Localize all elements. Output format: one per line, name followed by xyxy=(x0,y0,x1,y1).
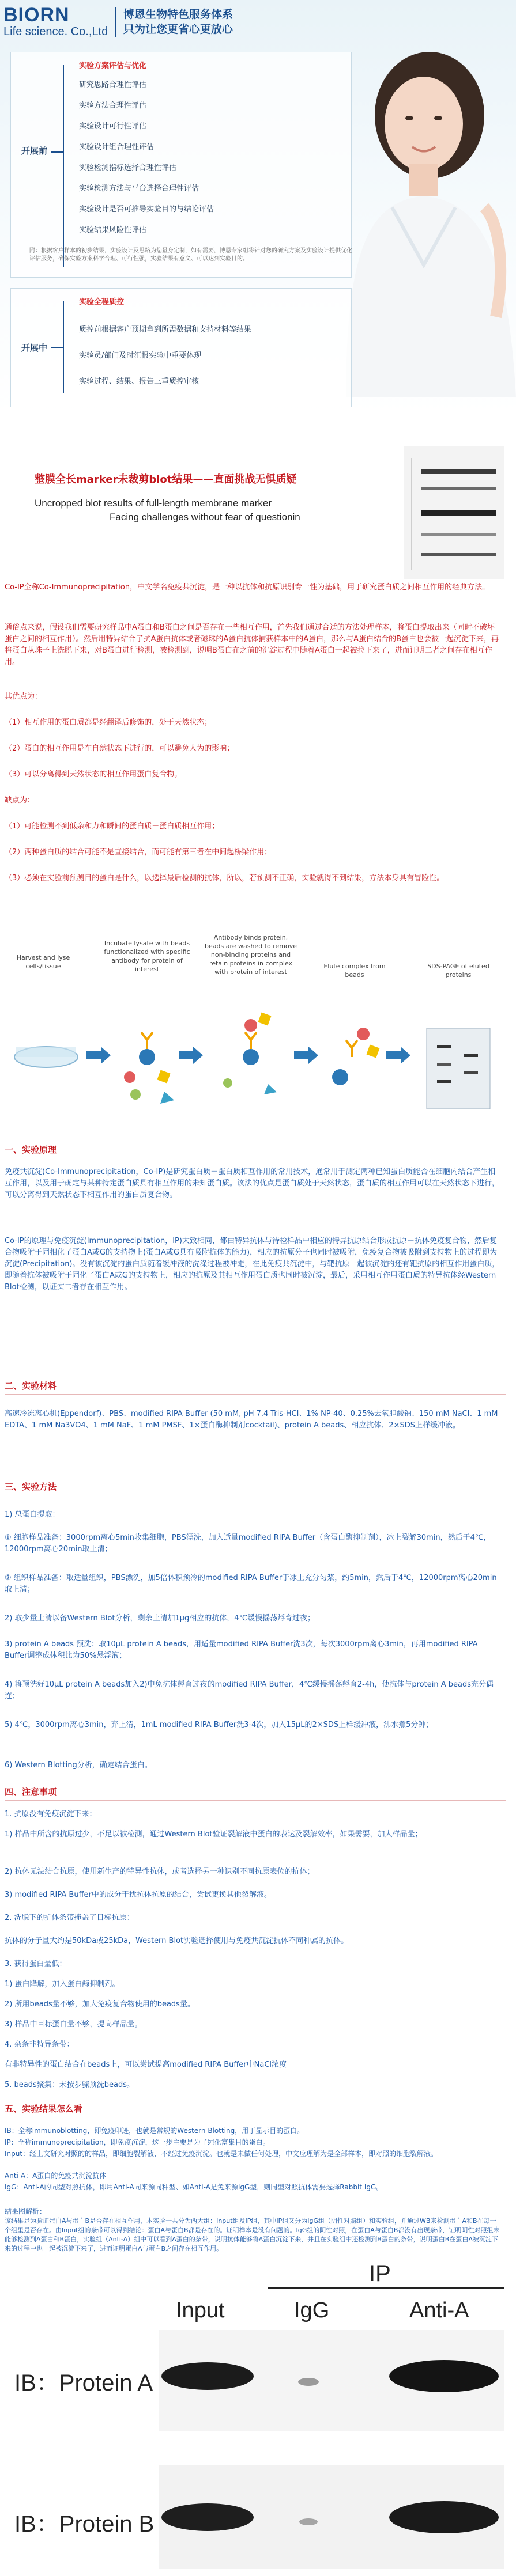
band-igg-b xyxy=(299,2518,318,2525)
before-item: 实验方法合理性评估 xyxy=(79,101,147,110)
service-banner xyxy=(0,0,516,415)
results-analysis: 该结果是为验证蛋白A与蛋白B是否存在相互作用，本实验一共分为两大组：Input组及IP组，其中IP组又分为IgG组（阴性对照组）和实验组，并通过WB来检测蛋白A和B在每一个组里是否存在。由Input组的条带可以得到结论：蛋白A与蛋白B都是存在的。证明样本是没有问题的。IgG组的阴性对照，在蛋白A与蛋白B都没有出现条带，证明阴性对照组未能够检测到A蛋白和B蛋白，实验组（Anti-A）组中可以看到A蛋白的条带，说明抗体能够将A蛋白沉淀下来，并且在实验组中还检测到B蛋白的条带，说明蛋白B在蛋白A被沉淀下来的过程中也一起被沉淀下来了，进而证明蛋白A与蛋白B之间存在相互作用。 xyxy=(5,2217,500,2252)
wb-anti-a-label: Anti-A xyxy=(409,2298,469,2323)
step-2: 2) 取少量上清以备Western Blot分析，剩余上清加1μg相应的抗体，4℃缓慢摇荡孵育过夜； xyxy=(5,1614,315,1623)
results-input: Input：经上文研究对照的的样品，即细胞裂解液，不经过免疫沉淀。也就是未做任何处理，中文应理解为是全部样本，即对照的细胞裂解液。 xyxy=(5,2150,438,2158)
step-4: 4) 将预洗好10μL protein A beads加入2)中免抗体孵育过夜的modified RIPA Buffer，4℃缓慢摇荡孵育2-4h，使抗体与protein A beads充分偶连； xyxy=(5,1680,494,1700)
merit-3: （3）可以分离得到天然状态的相互作用蛋白复合物。 xyxy=(5,770,182,779)
note-4a: 有非特异性的蛋白结合在beads上，可以尝试提高modified RIPA Buffer中NaCl浓度 xyxy=(5,2060,287,2069)
intro-paragraph-1: Co-IP全称Co-Immunoprecipitation，中文学名免疫共沉淀，是一种以抗体和抗原识别专一性为基础，用于研究蛋白质之间相互作用的经典方法。 xyxy=(5,583,490,592)
slogan xyxy=(123,7,233,37)
results-title: 五、实验结果怎么看 xyxy=(5,2104,83,2114)
note-1b: 2) 抗体无法结合抗原，使用新生产的特异性抗体，或者选择另一种识别不同抗原表位的抗体； xyxy=(5,1867,315,1876)
before-phase-panel xyxy=(10,52,352,278)
logo-subtitle: Life science. Co.,Ltd xyxy=(3,25,108,38)
step-5: 5) 4℃，3000rpm离心3min，弃上清，1mL modified RIPA Buffer洗3-4次，加入15μL的2×SDS上样缓冲液，沸水煮5分钟； xyxy=(5,1721,434,1729)
hero-title: 整膜全长marker未裁剪blot结果——直面挑战无惧质疑 xyxy=(35,473,297,486)
intro-paragraph-2: 通俗点来说，假设我们需要研究样品中A蛋白和B蛋白之间是否存在一些相互作用，首先我们通过合适的方法处理样本，将蛋白提取出来（同时不破坏蛋白之间的相互作用）。然后用特异结合了抗A蛋白抗体或者磁珠的A蛋白抗体捕获样本中的A蛋白，那么与A蛋白结合的B蛋白也会被一起沉淀下来，再将蛋白从珠子上洗脱下来，对B蛋白进行检测，被检测到，说明B蛋白在之前的沉淀过程中随着A蛋白一起被拉下来了，进而证明二者之间存在相互作用。 xyxy=(5,623,499,666)
note-1a: 1) 样品中所含的抗原过少，不足以被检测，通过Western Blot验证裂解液中蛋白的表达及裂解效率，如果需要，加大样品量； xyxy=(5,1830,423,1839)
logo-text: BIORN xyxy=(3,4,70,26)
band-input-a xyxy=(161,2362,254,2390)
step-3-label: Antibody binds protein, beads are washed to remove non-binding proteins and retain proteins in complex with protein of interest xyxy=(205,934,297,976)
gel-icon xyxy=(427,1028,490,1109)
phase-during-label: 开展中 xyxy=(21,343,48,353)
wb-input-label: Input xyxy=(176,2298,225,2323)
note-1c: 3) modified RIPA Buffer中的成分干扰抗体抗原的结合，尝试更换其他裂解液。 xyxy=(5,1891,272,1899)
step-1-label: Harvest and lyse cells/tissue xyxy=(16,954,70,970)
before-item: 实验结果风险性评估 xyxy=(79,226,147,234)
band-input-b xyxy=(161,2503,254,2531)
note-3: 3. 获得蛋白量低： xyxy=(5,1960,67,1968)
wb-igg-label: IgG xyxy=(294,2298,330,2323)
merit-1: （1）相互作用的蛋白质都是经翻译后修饰的，处于天然状态； xyxy=(5,718,212,727)
step-6: 6) Western Blotting分析，确定结合蛋白。 xyxy=(5,1761,152,1770)
before-item: 实验检测方法与平台选择合理性评估 xyxy=(79,184,199,193)
during-head: 实验全程质控 xyxy=(79,298,125,306)
step-1a: ① 细胞样品准备：3000rpm离心5min收集细胞，PBS漂洗，加入适量modified RIPA Buffer（含蛋白酶抑制剂），冰上裂解30min，然后于4℃，12000rpm离心20min取上清； xyxy=(5,1533,491,1554)
during-phase-panel xyxy=(10,288,352,407)
protein-icon xyxy=(124,1071,135,1083)
hero-subtitle-en-2: Facing challenges without fear of questionin xyxy=(110,512,300,522)
band-anti-a-a xyxy=(389,2360,499,2392)
consultant-photo xyxy=(323,17,516,397)
band-anti-a-b xyxy=(389,2501,499,2533)
before-item: 实验设计可行性评估 xyxy=(79,122,147,131)
merit-2: （2）蛋白的相互作用是在自然状态下进行的，可以避免人为的影响； xyxy=(5,744,235,753)
antibody-icon xyxy=(141,1032,153,1049)
step-3: 3) protein A beads 预洗：取10μL protein A beads，用适量modified RIPA Buffer洗3次，每次3000rpm离心3min，再用modified RIPA Buffer调整成体积比为50%悬浮液； xyxy=(5,1640,478,1660)
before-note: 附：根据客户样本的初步结果，实验设计及思路为您量身定制，如有需要，博恩专家组将针对您的研究方案及实验设计提供优化评估服务，确保实验方案科学合理、可行性强，实验结果有意义、可以达到实验目的。 xyxy=(29,248,352,262)
results-igg: IgG：Anti-A的同型对照抗体，即用Anti-A同来源同种型、如Anti-A是兔来源IgG型，则同型对照抗体需要选择Rabbit IgG。 xyxy=(5,2183,383,2191)
before-item: 研究思路合理性评估 xyxy=(79,81,147,89)
materials-title: 二、实验材料 xyxy=(5,1381,57,1391)
slogan-line-1: 博恩生物特色服务体系 xyxy=(123,8,233,21)
note-3b: 2) 所用beads量不够，加大免疫复合物使用的beads量。 xyxy=(5,2000,195,2009)
results-ib: IB：全称immunoblotting，即免疫印迹，也就是常规的Western Blotting，用于显示目的蛋白。 xyxy=(5,2127,304,2135)
note-5: 5. beads聚集：未按步骤预洗beads。 xyxy=(5,2081,135,2089)
hero-blot-image xyxy=(404,446,504,579)
bead-icon xyxy=(139,1049,155,1065)
demerit-3: （3）必须在实验前预测目的蛋白是什么，以选择最后检测的抗体，所以，若预测不正确，实验就得不到结果，方法本身具有冒险性。 xyxy=(5,874,445,882)
during-item: 实验员/部门及时汇报实验中重要体现 xyxy=(79,351,202,360)
note-1: 1. 抗原没有免疫沉淀下来： xyxy=(5,1810,97,1819)
principle-paragraph-2: Co-IP的原理与免疫沉淀(Immunoprecipitation，IP)大致相同，都由特异抗体与待检样品中相应的特异抗原结合形成抗原－抗体免疫复合物，然后复合物吸附于固相化了蛋白A或G的支持物上(蛋白A或G具有吸附抗体的能力)，相应的抗原分子也同时被吸附，免疫复合物被吸附到支持物上的过程即为沉淀(Precipitation)。没有被沉淀的蛋白质随着缓冲液的洗涤过程被冲走，在此免疫共沉淀中，与靶抗原一起被沉淀的还有靶抗原的相互作用蛋白质，即随着抗体被吸附于固化了蛋白A或G的支持物上，相应的抗原及其相互作用蛋白质也同时被沉淀，最后，采用相互作用蛋白质的特异抗体经Western Blot检测，以证实二者存在相互作用。 xyxy=(5,1237,500,1291)
note-2a: 抗体的分子量大约是50kDa或25kDa，Western Blot实验选择使用与免疫共沉淀抗体不同种属的抗体。 xyxy=(5,1937,349,1945)
before-head: 实验方案评估与优化 xyxy=(79,62,147,70)
step-4-label: Elute complex from beads xyxy=(323,963,386,979)
methods-title: 三、实验方法 xyxy=(5,1482,57,1492)
merits-title: 其优点为： xyxy=(5,692,43,701)
before-item: 实验检测指标选择合理性评估 xyxy=(79,164,177,172)
during-item: 实验过程、结果、报告三重质控审核 xyxy=(79,377,199,386)
wb-row-protein-a: IB：Protein A xyxy=(14,2370,153,2396)
wb-ip-label: IP xyxy=(369,2261,391,2286)
demerits-title: 缺点为： xyxy=(5,796,35,805)
note-4: 4. 杂条非特异条带： xyxy=(5,2040,74,2049)
materials-paragraph: 高速冷冻离心机(Eppendorf)、PBS、modified RIPA Buffer (50 mM, pH 7.4 Tris-HCl、1% NP-40、0.25%去氧胆酸钠、150 mM NaCl、1 mM EDTA、1 mM Na3VO4、1 mM NaF、1 mM PMSF、1×蛋白酶抑制剂cocktail)、protein A beads、相应抗体、2×SDS上样缓冲液。 xyxy=(5,1410,498,1430)
results-analysis-title: 结果图解析： xyxy=(5,2207,47,2215)
demerit-2: （2）两种蛋白质的结合可能不是直接结合，而可能有第三者在中间起桥梁作用； xyxy=(5,848,272,857)
phase-before-label: 开展前 xyxy=(21,146,48,156)
principle-paragraph-1: 免疫共沉淀(Co-Immunoprecipitation，Co-IP)是研究蛋白质－蛋白质相互作用的常用技术，通常用于测定两种已知蛋白质能否在细胞内结合产生相互作用，以及用于确定与某种特定蛋白质具有相互作用的未知蛋白质。该法的优点是蛋白质处于天然状态，蛋白质的相互作用可以在天然状态下进行，可以分离得到天然状态下相互作用的蛋白质复合物。 xyxy=(5,1168,500,1199)
notes-title: 四、注意事项 xyxy=(5,1787,57,1797)
step-5-label: SDS-PAGE of eluted proteins xyxy=(427,963,489,979)
step-2-label: Incubate lysate with beads functionalized with specific antibody for protein of interest xyxy=(104,940,190,973)
step-1: 1) 总蛋白提取： xyxy=(5,1510,60,1519)
before-item: 实验设计组合理性评估 xyxy=(79,143,155,151)
step-1b: ② 组织样品准备：取适量组织，PBS漂洗，加5倍体积预冷的modified RIPA Buffer于冰上充分匀浆，约5min，然后于4℃，12000rpm离心20min取上清； xyxy=(5,1574,497,1594)
logo-divider xyxy=(115,7,116,37)
during-item: 质控前根据客户预期拿到所需数据和支持材料等结果 xyxy=(79,325,252,334)
band-igg-a xyxy=(298,2378,319,2386)
slogan-line-2: 只为让您更省心更放心 xyxy=(123,23,233,36)
demerit-1: （1）可能检测不到低亲和力和瞬间的蛋白质－蛋白质相互作用； xyxy=(5,822,220,831)
wb-row-protein-b: IB：Protein B xyxy=(14,2511,155,2537)
note-2: 2. 洗脱下的抗体条带掩盖了目标抗原： xyxy=(5,1914,134,1922)
results-anti-a: Anti-A：A蛋白的免疫共沉淀抗体 xyxy=(5,2172,107,2180)
coip-workflow-diagram xyxy=(6,933,510,1123)
principle-title: 一、实验原理 xyxy=(5,1145,57,1155)
note-3a: 1) 蛋白降解，加入蛋白酶抑制剂。 xyxy=(5,1980,120,1988)
company-logo[interactable] xyxy=(3,5,108,38)
hero-subtitle-en-1: Uncropped blot results of full-length membrane marker xyxy=(35,498,272,509)
results-ip: IP：全称immunoprecipitation，即免疫沉淀，这一步主要是为了纯化富集目的蛋白。 xyxy=(5,2138,270,2146)
before-item: 实验设计是否可推导实验目的与结论评估 xyxy=(79,205,214,214)
note-3c: 3) 样品中目标蛋白量不够，提高样品量。 xyxy=(5,2020,142,2029)
